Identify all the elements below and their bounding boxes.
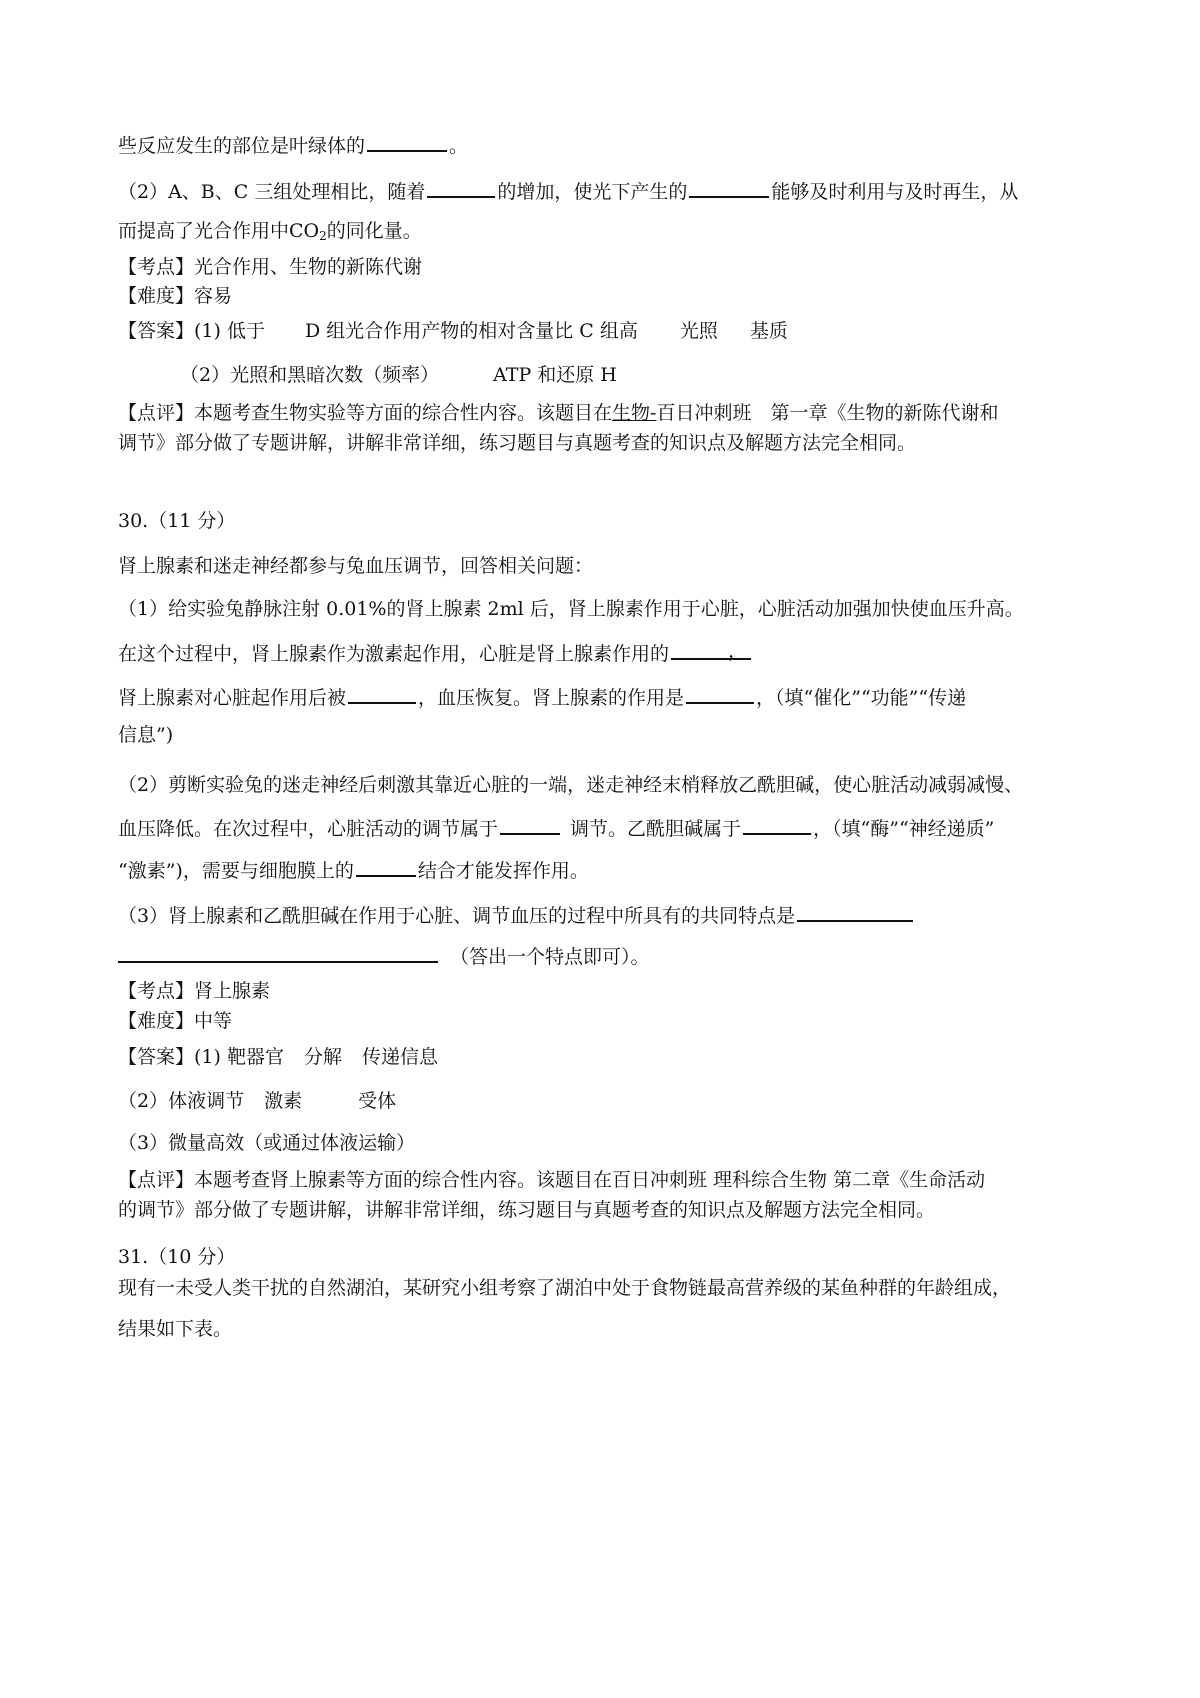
q30-answer3: （3）微量高效（或通过体液运输） — [118, 1132, 416, 1154]
q30-intro: 肾上腺素和迷走神经都参与兔血压调节，回答相关问题： — [118, 555, 594, 577]
answer-blank — [427, 176, 495, 198]
text: 传递信息 — [361, 1046, 438, 1068]
q29-part2-line1 — [118, 176, 1018, 205]
answer-blank — [500, 813, 560, 835]
text: “激素”)，需要与细胞膜上的 — [118, 860, 354, 882]
text: ，（填“酶”“神经递质” — [813, 818, 995, 840]
text: 血压降低。在次过程中，心脏活动的调节属于 — [118, 818, 499, 840]
text: ，血压恢复。肾上腺素的作用是 — [418, 687, 685, 709]
text: 激素 — [264, 1090, 303, 1112]
text: 。 — [449, 135, 469, 157]
kaodian: 【考点】光合作用、生物的新陈代谢 — [118, 256, 423, 278]
underlined-text: 生物- — [612, 402, 657, 424]
text: （2）光照和黑暗次数（频率） — [180, 364, 440, 386]
q30-s8 — [118, 900, 915, 929]
text: （答出一个特点即可）。 — [450, 946, 650, 968]
text: 的增加，使光下产生的 — [497, 181, 688, 203]
text: 肾上腺素对心脏起作用后被 — [118, 687, 347, 709]
text: ，（填“催化”“功能”“传递 — [756, 687, 967, 709]
text: 些反应发生的部位是叶绿体的 — [118, 135, 366, 157]
q30-nandu: 【难度】中等 — [118, 1010, 233, 1032]
q30-s6 — [118, 813, 994, 842]
text: ， — [728, 640, 748, 662]
q30-s4: 信息”) — [118, 724, 174, 746]
q30-s9 — [118, 941, 650, 970]
text: 结合才能发挥作用。 — [417, 860, 589, 882]
text: （2）A、B、C 三组处理相比，随着 — [118, 181, 426, 203]
q30-dianping2: 的调节》部分做了专题讲解，讲解非常详细，练习题目与真题考查的知识点及解题方法完全相同。 — [118, 1199, 936, 1221]
q30-kaodian: 【考点】肾上腺素 — [118, 980, 271, 1002]
answer-blank — [367, 130, 447, 152]
q31-heading: 31.（10 分） — [118, 1246, 236, 1268]
text: 而提高了光合作用中CO — [118, 220, 320, 242]
subscript: 2 — [319, 229, 327, 243]
answer-blank — [797, 900, 913, 922]
text: 百日冲刺班 第一章《生物的新陈代谢和 — [656, 402, 999, 424]
q31-line1: 现有一未受人类干扰的自然湖泊，某研究小组考察了湖泊中处于食物链最高营养级的某鱼种群的年龄组成， — [118, 1277, 1012, 1299]
q30-answer2 — [118, 1088, 396, 1114]
nandu: 【难度】容易 — [118, 285, 233, 307]
answer-line1 — [118, 318, 788, 344]
q30-s1: （1）给实验兔静脉注射 0.01%的肾上腺素 2ml 后，肾上腺素作用于心脏，心脏活动加强加快使血压升高。 — [118, 598, 1024, 620]
answer-blank — [348, 682, 416, 704]
q30-dianping1: 【点评】本题考查肾上腺素等方面的综合性内容。该题目在百日冲刺班 理科综合生物 第二章《生命活动 — [118, 1169, 986, 1191]
answer-blank — [689, 176, 769, 198]
dianping-line1 — [118, 400, 998, 426]
text: 的同化量。 — [326, 220, 422, 242]
q29-part1-end — [118, 130, 468, 159]
answer-blank — [118, 941, 438, 963]
answer-blank — [356, 855, 416, 877]
answer-line2 — [180, 362, 617, 388]
text: （3）肾上腺素和乙酰胆碱在作用于心脏、调节血压的过程中所具有的共同特点是 — [118, 905, 796, 927]
text: 【点评】本题考查生物实验等方面的综合性内容。该题目在 — [118, 402, 613, 424]
q29-part2-line2 — [118, 218, 422, 249]
text: 【答案】(1) 低于 — [118, 320, 265, 342]
text: 能够及时利用与及时再生，从 — [771, 181, 1019, 203]
dianping-line2: 调节》部分做了专题讲解，讲解非常详细，练习题目与真题考查的知识点及解题方法完全相同。 — [118, 432, 917, 454]
text: 受体 — [358, 1090, 397, 1112]
answer-blank — [743, 813, 811, 835]
text: 分解 — [303, 1046, 342, 1068]
q30-heading: 30.（11 分） — [118, 510, 236, 532]
q31-line2: 结果如下表。 — [118, 1318, 233, 1340]
q30-s7 — [118, 855, 589, 884]
text: ATP 和还原 H — [493, 364, 617, 386]
q30-answer1 — [118, 1044, 438, 1070]
text: 光照 — [679, 320, 718, 342]
q30-s3 — [118, 682, 966, 711]
text: 基质 — [749, 320, 788, 342]
text: （2）体液调节 — [118, 1090, 245, 1112]
text: 【答案】(1) 靶器官 — [118, 1046, 284, 1068]
text: 调节。乙酰胆碱属于 — [570, 818, 742, 840]
answer-blank — [686, 682, 754, 704]
text: 在这个过程中，肾上腺素作为激素起作用，心脏是肾上腺素作用的 — [118, 643, 670, 665]
q30-s2 — [118, 638, 753, 667]
text: D 组光合作用产物的相对含量比 C 组高 — [304, 320, 638, 342]
answer-blank — [671, 638, 751, 660]
q30-s5: （2）剪断实验兔的迷走神经后刺激其靠近心脏的一端，迷走神经末梢释放乙酰胆碱，使心脏活动减弱减慢、 — [118, 774, 1024, 796]
